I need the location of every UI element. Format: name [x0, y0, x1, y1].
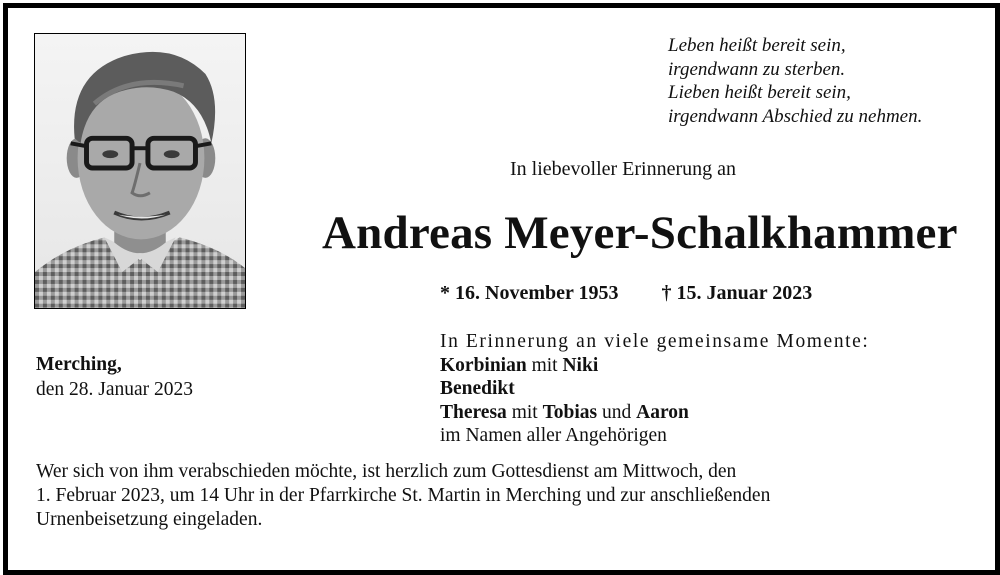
family-closing: im Namen aller Angehörigen	[440, 425, 667, 446]
family-member: Aaron	[636, 401, 689, 423]
poem-line: Leben heißt bereit sein,	[668, 35, 846, 56]
poem-line: irgendwann zu sterben.	[668, 58, 846, 80]
family-member: Tobias	[542, 401, 598, 423]
family-member: Theresa	[440, 401, 507, 423]
family-line	[440, 401, 980, 425]
place-date	[36, 352, 193, 402]
family-connector: mit	[511, 401, 538, 423]
poem	[668, 34, 988, 128]
deceased-name: Andreas Meyer-Schalkhammer	[322, 207, 958, 259]
service-info	[36, 460, 976, 532]
family-intro: In Erinnerung an viele gemeinsame Momente:	[440, 331, 870, 352]
town: Merching,	[36, 354, 122, 375]
life-dates	[440, 282, 812, 305]
family-block	[440, 330, 980, 448]
family-line	[440, 354, 980, 378]
death-date: † 15. Januar 2023	[661, 282, 813, 304]
service-line: Wer sich von ihm verabschieden möchte, ist herzlich zum Gottesdienst am Mittwoch, den	[36, 461, 737, 482]
service-line: Urnenbeisetzung eingeladen.	[36, 509, 263, 530]
family-line	[440, 377, 980, 401]
family-member: Benedikt	[440, 378, 515, 399]
family-member: Korbinian	[440, 354, 527, 376]
poem-line: irgendwann Abschied zu nehmen.	[668, 105, 923, 127]
portrait-image	[35, 34, 245, 308]
poem-line: Lieben heißt bereit sein,	[668, 82, 851, 103]
birth-date: * 16. November 1953	[440, 282, 619, 304]
family-connector: mit	[531, 354, 558, 376]
service-line: 1. Februar 2023, um 14 Uhr in der Pfarrkirche St. Martin in Merching und zur anschließenden	[36, 485, 771, 506]
memorial-intro: In liebevoller Erinnerung an	[510, 158, 737, 180]
family-connector: und	[602, 401, 632, 423]
family-member: Niki	[562, 354, 599, 376]
notice-date: den 28. Januar 2023	[36, 379, 194, 400]
portrait-photo	[34, 33, 246, 309]
